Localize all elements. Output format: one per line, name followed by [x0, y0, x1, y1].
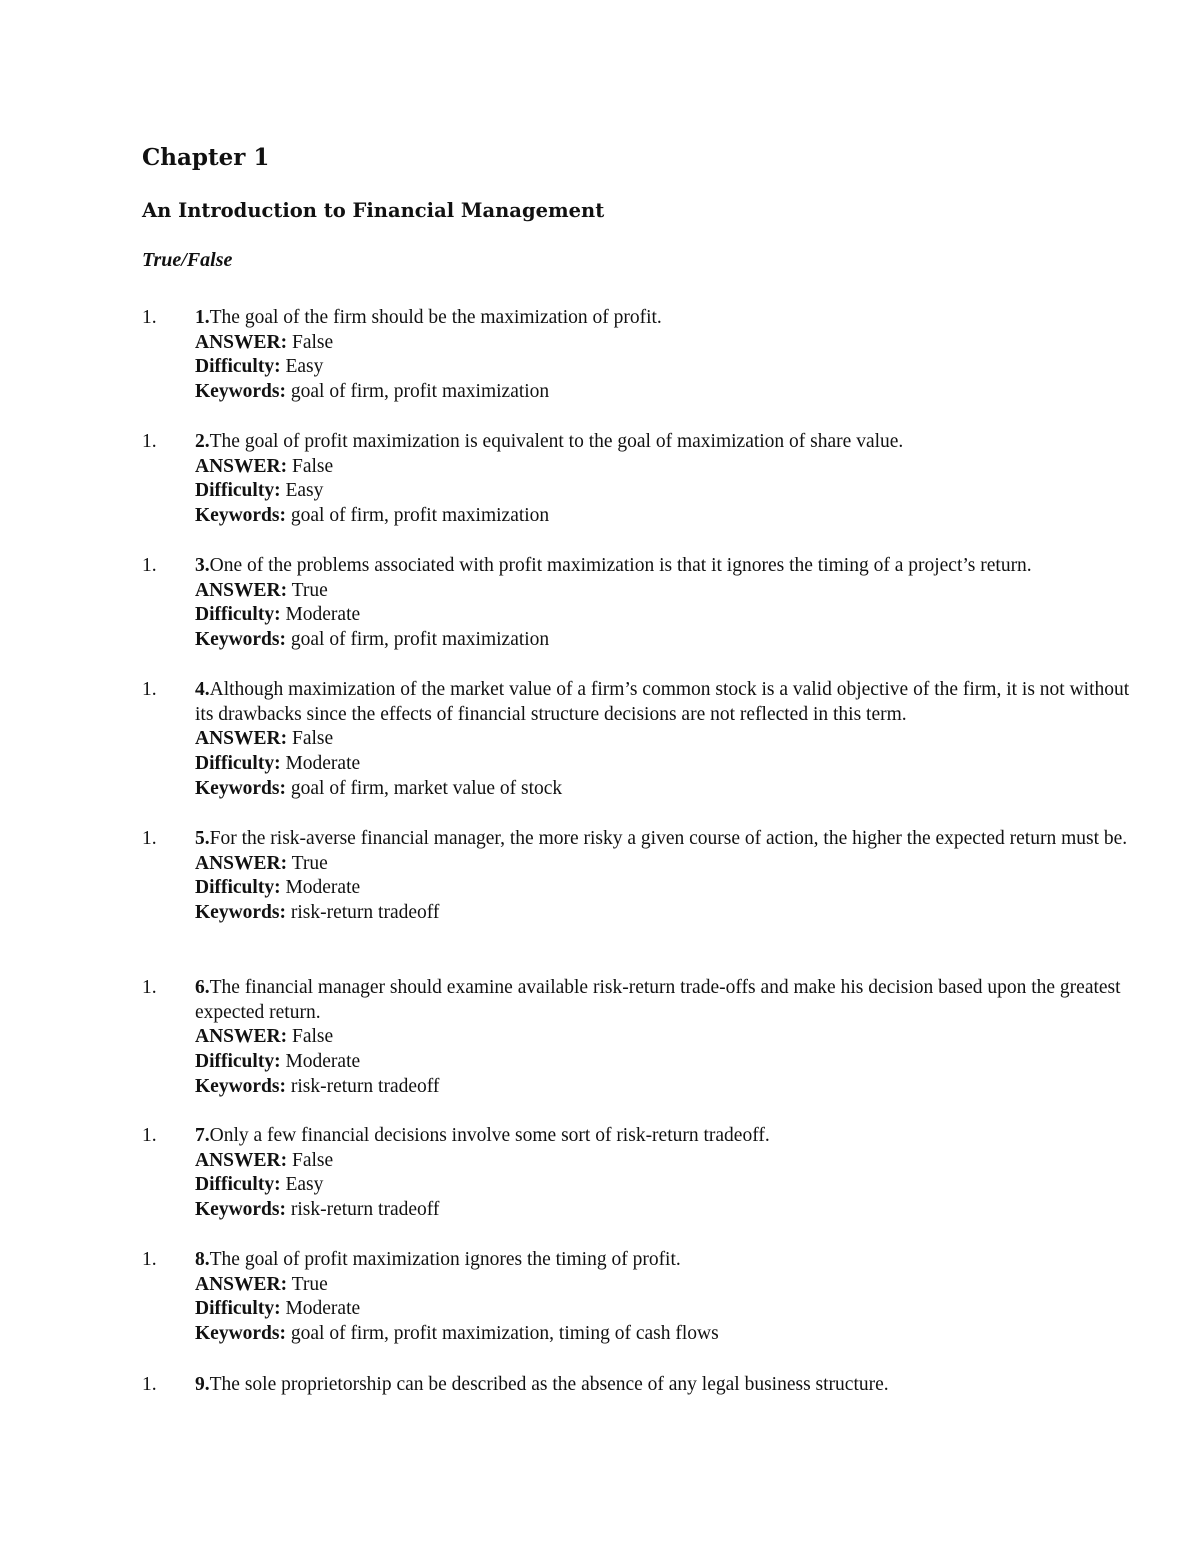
difficulty-value: Easy [285, 1174, 324, 1196]
difficulty-line [195, 355, 1132, 380]
keywords-line [195, 380, 1132, 405]
answer-label: ANSWER: [195, 1149, 288, 1171]
difficulty-value: Moderate [285, 1298, 361, 1320]
question-text: The goal of profit maximization is equivalent to the goal of maximization of share value. [209, 431, 904, 452]
answer-value: True [291, 1273, 328, 1295]
answer-line [195, 1273, 1132, 1298]
difficulty-label: Difficulty: [195, 877, 281, 899]
difficulty-label: Difficulty: [195, 753, 281, 775]
keywords-label: Keywords: [195, 1323, 286, 1345]
difficulty-value: Moderate [285, 604, 361, 626]
keywords-value: goal of firm, profit maximization, timing of cash flows [290, 1323, 719, 1345]
answer-value: False [291, 1149, 334, 1171]
keywords-value: goal of firm, profit maximization [290, 381, 550, 403]
keywords-label: Keywords: [195, 505, 286, 527]
question-text: One of the problems associated with profit maximization is that it ignores the timing of a project’s return. [209, 555, 1032, 576]
keywords-line [195, 1198, 1132, 1223]
answer-label: ANSWER: [195, 1273, 288, 1295]
question-text-line [195, 306, 1132, 331]
difficulty-label: Difficulty: [195, 604, 281, 626]
question-text: The goal of the firm should be the maximization of profit. [209, 307, 662, 328]
question-list-marker: 1. [142, 977, 157, 998]
question-list-marker: 1. [142, 307, 157, 328]
question-list-marker: 1. [142, 828, 157, 849]
keywords-label: Keywords: [195, 629, 286, 651]
question-item [142, 827, 1132, 926]
question-text: For the risk-averse financial manager, the more risky a given course of action, the higher the expected return must be. [209, 828, 1128, 849]
question-number: 5. [195, 828, 210, 849]
keywords-value: risk-return tradeoff [290, 1199, 440, 1221]
keywords-label: Keywords: [195, 381, 286, 403]
answer-line [195, 852, 1132, 877]
difficulty-value: Moderate [285, 1051, 361, 1073]
answer-label: ANSWER: [195, 331, 288, 353]
difficulty-value: Easy [285, 480, 324, 502]
difficulty-label: Difficulty: [195, 356, 281, 378]
question-text-line [195, 827, 1132, 852]
keywords-line [195, 504, 1132, 529]
keywords-line [195, 1322, 1132, 1347]
question-list-marker: 1. [142, 1249, 157, 1270]
answer-value: False [291, 331, 334, 353]
question-text-line [195, 678, 1132, 727]
keywords-line [195, 901, 1132, 926]
difficulty-line [195, 876, 1132, 901]
answer-value: True [291, 852, 328, 874]
question-number: 1. [195, 307, 210, 328]
keywords-value: goal of firm, market value of stock [290, 777, 563, 799]
keywords-line [195, 628, 1132, 653]
keywords-value: goal of firm, profit maximization [290, 505, 550, 527]
question-text-line [195, 554, 1132, 579]
question-text-line [195, 1248, 1132, 1273]
question-item [142, 1124, 1132, 1223]
keywords-value: goal of firm, profit maximization [290, 629, 550, 651]
question-list-marker: 1. [142, 1374, 157, 1395]
keywords-label: Keywords: [195, 777, 286, 799]
question-item [142, 430, 1132, 529]
question-number: 4. [195, 679, 210, 700]
answer-value: False [291, 455, 334, 477]
answer-line [195, 1149, 1132, 1174]
question-text: Although maximization of the market value of a firm’s common stock is a valid objective of the firm, it is not without its drawbacks since the effects of financial structure decisions are not reflected in this term. [195, 679, 1130, 725]
difficulty-value: Moderate [285, 877, 361, 899]
question-text: Only a few financial decisions involve some sort of risk-return tradeoff. [209, 1125, 770, 1146]
question-text: The goal of profit maximization ignores the timing of profit. [209, 1249, 681, 1270]
answer-line [195, 331, 1132, 356]
answer-value: False [291, 728, 334, 750]
question-text-line [195, 1373, 1132, 1398]
difficulty-line [195, 1050, 1132, 1075]
answer-value: True [291, 579, 328, 601]
question-number: 2. [195, 431, 210, 452]
difficulty-line [195, 1297, 1132, 1322]
answer-line [195, 579, 1132, 604]
chapter-title: Chapter 1 [142, 144, 270, 171]
keywords-value: risk-return tradeoff [290, 902, 440, 924]
chapter-subtitle: An Introduction to Financial Management [142, 199, 605, 222]
section-heading: True/False [142, 249, 233, 271]
question-list-marker: 1. [142, 431, 157, 452]
question-text: The financial manager should examine available risk-return trade-offs and make his decision based upon the greatest expected return. [195, 977, 1121, 1023]
keywords-label: Keywords: [195, 902, 286, 924]
answer-value: False [291, 1026, 334, 1048]
answer-line [195, 1025, 1132, 1050]
question-text: The sole proprietorship can be described as the absence of any legal business structure. [209, 1374, 889, 1395]
keywords-label: Keywords: [195, 1075, 286, 1097]
question-number: 6. [195, 977, 210, 998]
answer-label: ANSWER: [195, 852, 288, 874]
difficulty-line [195, 479, 1132, 504]
difficulty-value: Moderate [285, 753, 361, 775]
question-list-marker: 1. [142, 1125, 157, 1146]
keywords-line [195, 1075, 1132, 1100]
keywords-value: risk-return tradeoff [290, 1075, 440, 1097]
difficulty-label: Difficulty: [195, 480, 281, 502]
question-number: 3. [195, 555, 210, 576]
question-text-line [195, 1124, 1132, 1149]
answer-label: ANSWER: [195, 579, 288, 601]
answer-label: ANSWER: [195, 455, 288, 477]
difficulty-line [195, 1173, 1132, 1198]
question-text-line [195, 976, 1132, 1025]
question-list-marker: 1. [142, 555, 157, 576]
answer-line [195, 727, 1132, 752]
difficulty-value: Easy [285, 356, 324, 378]
question-number: 7. [195, 1125, 210, 1146]
question-item [142, 1373, 1132, 1398]
answer-label: ANSWER: [195, 1026, 288, 1048]
answer-label: ANSWER: [195, 728, 288, 750]
question-list-marker: 1. [142, 679, 157, 700]
question-item [142, 306, 1132, 405]
question-item [142, 976, 1132, 1100]
difficulty-line [195, 752, 1132, 777]
question-number: 8. [195, 1249, 210, 1270]
difficulty-label: Difficulty: [195, 1051, 281, 1073]
difficulty-label: Difficulty: [195, 1298, 281, 1320]
difficulty-line [195, 603, 1132, 628]
question-item [142, 554, 1132, 653]
answer-line [195, 455, 1132, 480]
question-text-line [195, 430, 1132, 455]
question-item [142, 678, 1132, 802]
keywords-label: Keywords: [195, 1199, 286, 1221]
question-number: 9. [195, 1374, 210, 1395]
question-item [142, 1248, 1132, 1347]
difficulty-label: Difficulty: [195, 1174, 281, 1196]
keywords-line [195, 777, 1132, 802]
